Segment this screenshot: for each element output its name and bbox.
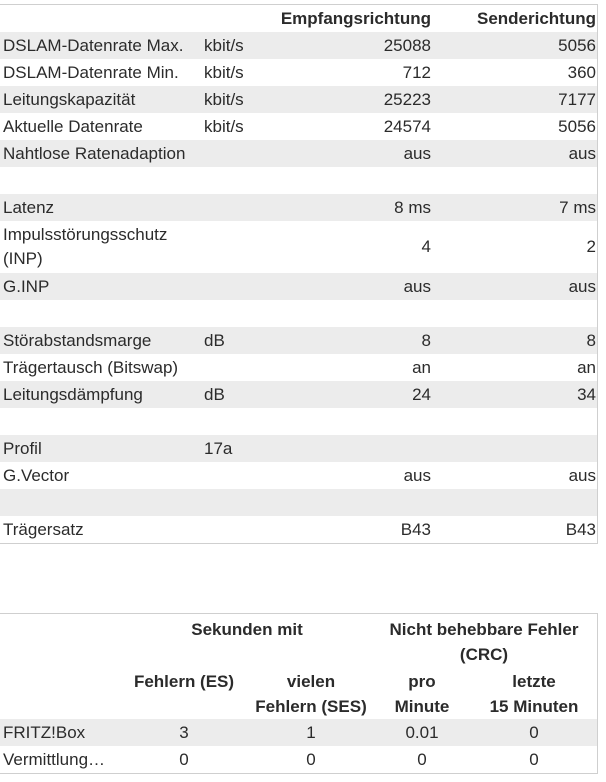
row-label: Trägertausch (Bitswap) xyxy=(3,358,179,377)
table-row xyxy=(0,113,597,140)
table-row xyxy=(0,354,597,381)
cell-upstream: 7177 xyxy=(558,90,596,109)
table-row xyxy=(0,273,597,300)
cell-downstream: 8 ms xyxy=(394,198,431,217)
row-unit: kbit/s xyxy=(204,117,244,136)
cell-downstream: aus xyxy=(403,277,431,296)
cell-upstream: aus xyxy=(568,277,596,296)
cell-downstream: aus xyxy=(403,144,431,163)
header-15-line2: 15 Minuten xyxy=(489,697,579,716)
cell-upstream: 7 ms xyxy=(559,198,596,217)
table-row xyxy=(0,462,597,489)
row-unit: kbit/s xyxy=(204,36,244,55)
table-row xyxy=(0,59,597,86)
dsl-rows xyxy=(0,32,597,543)
row-label: FRITZ!Box xyxy=(3,723,86,742)
cell-upstream: 360 xyxy=(567,63,596,82)
cell-pro-minute: 0.01 xyxy=(405,723,439,742)
table-row xyxy=(0,746,597,773)
table-row xyxy=(0,86,597,113)
cell-ses: 0 xyxy=(306,750,316,769)
cell-downstream: 24 xyxy=(412,385,431,404)
row-label: Impulsstörungsschutz (INP) xyxy=(3,225,168,268)
header-downstream: Empfangsrichtung xyxy=(280,9,431,28)
cell-downstream: 712 xyxy=(402,63,431,82)
row-label: Profil xyxy=(3,439,42,458)
cell-downstream: 25223 xyxy=(383,90,431,109)
row-label: DSLAM-Datenrate Max. xyxy=(3,36,184,55)
row-label: Latenz xyxy=(3,198,55,217)
table-row xyxy=(0,327,597,354)
table-row xyxy=(0,408,597,435)
cell-upstream: 8 xyxy=(586,331,596,350)
cell-downstream: 4 xyxy=(421,237,431,256)
row-label: Leitungskapazität xyxy=(3,90,136,109)
row-label: Störabstandsmarge xyxy=(3,331,152,350)
row-label: Vermittlung… xyxy=(3,750,106,769)
header-crc-line1: Nicht behebbare Fehler xyxy=(389,620,579,639)
table-row xyxy=(0,516,597,543)
header-15-line1: letzte xyxy=(512,672,556,691)
cell-upstream: 34 xyxy=(577,385,596,404)
dsl-info-table xyxy=(0,4,598,544)
header-pro-line2: Minute xyxy=(394,697,450,716)
table-row xyxy=(0,300,597,327)
row-label: Leitungsdämpfung xyxy=(3,385,143,404)
cell-es: 0 xyxy=(179,750,189,769)
cell-downstream: 8 xyxy=(421,331,431,350)
table-row xyxy=(0,489,597,516)
cell-ses: 1 xyxy=(306,723,316,742)
cell-pro-minute: 0 xyxy=(417,750,427,769)
row-unit: kbit/s xyxy=(204,63,244,82)
cell-upstream: 5056 xyxy=(558,36,596,55)
table-row xyxy=(0,719,597,746)
row-unit: dB xyxy=(204,331,225,350)
cell-downstream: B43 xyxy=(400,520,431,539)
table-header-row xyxy=(0,5,597,32)
cell-downstream: 24574 xyxy=(383,117,431,136)
header-pro-line1: pro xyxy=(408,672,436,691)
table-row xyxy=(0,381,597,408)
cell-downstream: an xyxy=(412,358,431,377)
cell-upstream: 2 xyxy=(586,237,596,256)
table-row xyxy=(0,140,597,167)
table-row xyxy=(0,32,597,59)
row-label: G.INP xyxy=(3,277,50,296)
header-es: Fehlern (ES) xyxy=(133,672,235,691)
header-ses-line2: Fehlern (SES) xyxy=(255,697,367,716)
cell-downstream: 25088 xyxy=(383,36,431,55)
error-stats-table xyxy=(0,613,598,774)
cell-upstream: B43 xyxy=(565,520,596,539)
cell-upstream: aus xyxy=(568,144,596,163)
row-label: G.Vector xyxy=(3,466,70,485)
row-unit: 17a xyxy=(204,439,233,458)
header-upstream: Senderichtung xyxy=(476,9,596,28)
table-row xyxy=(0,435,597,462)
table-row xyxy=(0,221,597,273)
header-crc-line2: (CRC) xyxy=(459,645,509,664)
row-label: Nahtlose Ratenadaption xyxy=(3,144,186,163)
cell-upstream: aus xyxy=(568,466,596,485)
cell-upstream: an xyxy=(577,358,596,377)
header-ses-line1: vielen xyxy=(286,672,336,691)
table-row xyxy=(0,194,597,221)
cell-downstream: aus xyxy=(403,466,431,485)
row-unit: kbit/s xyxy=(204,90,244,109)
row-label: Trägersatz xyxy=(3,520,84,539)
cell-upstream: 5056 xyxy=(558,117,596,136)
cell-last-15: 0 xyxy=(529,750,539,769)
row-label: Aktuelle Datenrate xyxy=(3,117,143,136)
header-seconds-with: Sekunden mit xyxy=(191,620,303,639)
cell-es: 3 xyxy=(179,723,189,742)
table-row xyxy=(0,167,597,194)
row-label: DSLAM-Datenrate Min. xyxy=(3,63,179,82)
cell-last-15: 0 xyxy=(529,723,539,742)
row-unit: dB xyxy=(204,385,225,404)
